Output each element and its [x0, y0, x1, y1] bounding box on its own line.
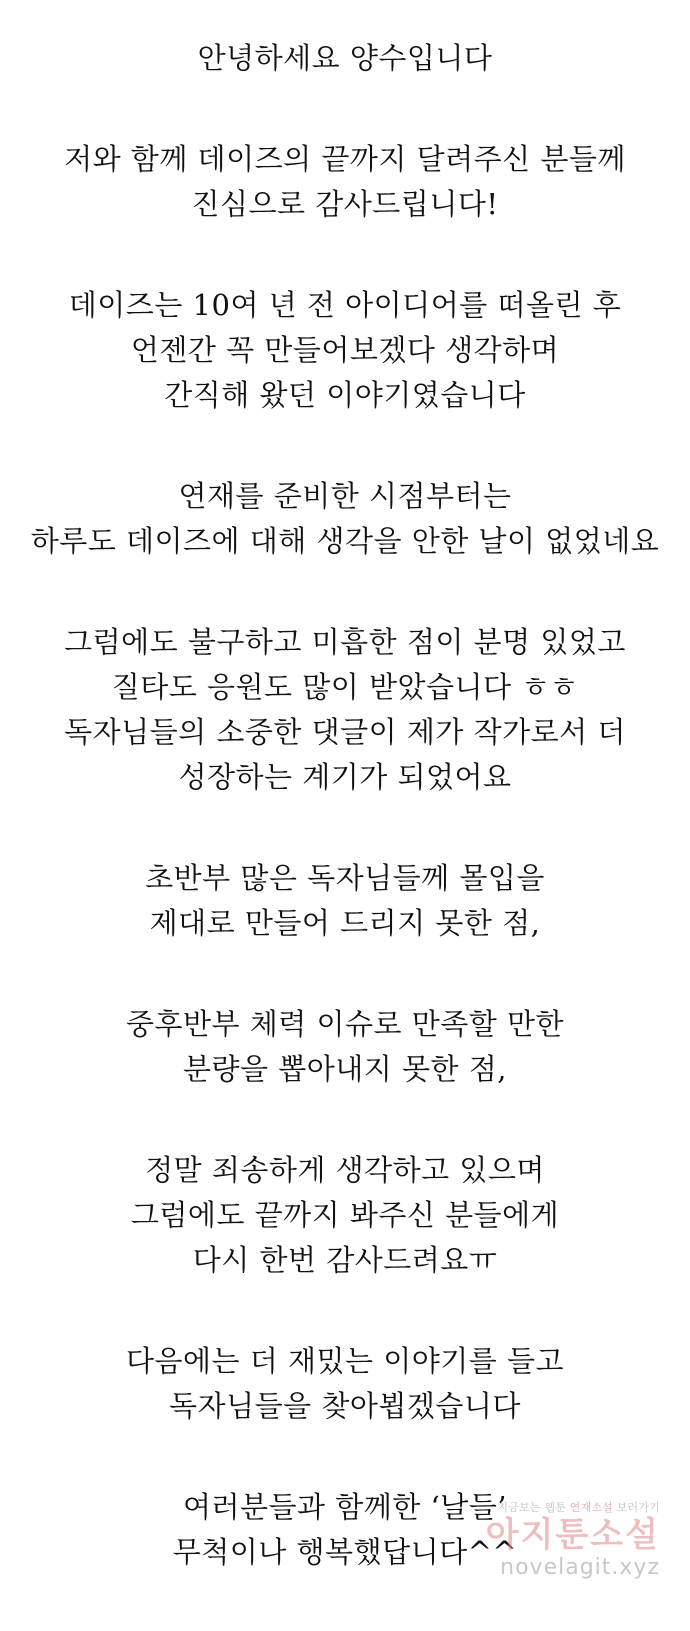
message-line: 언젠간 꼭 만들어보겠다 생각하며 [130, 333, 560, 367]
message-line: 연재를 준비한 시점부터는 [178, 479, 512, 513]
message-line: 진심으로 감사드립니다! [191, 187, 499, 221]
message-line: 중후반부 체력 이슈로 만족할 만한 [125, 1007, 565, 1041]
message-paragraph [0, 856, 690, 946]
message-line: 그럼에도 불구하고 미흡한 점이 분명 있었고 [64, 625, 626, 659]
message-paragraph [0, 620, 690, 800]
message-line: 데이즈는 10여 년 전 아이디어를 떠올린 후 [68, 288, 622, 322]
message-line: 여러분들과 함께한 ‘날들’ [182, 1490, 507, 1524]
message-line: 제대로 만들어 드리지 못한 점, [149, 906, 541, 940]
watermark-logo: 아지툰소설 [485, 1515, 660, 1555]
site-watermark [450, 1499, 660, 1580]
message-paragraph [0, 474, 690, 564]
message-line: 그럼에도 끝까지 봐주신 분들에게 [130, 1198, 560, 1232]
watermark-url: novelagit.xyz [500, 1555, 660, 1580]
message-line: 안녕하세요 양수입니다 [197, 41, 493, 75]
message-paragraph [0, 137, 690, 227]
message-line: 다시 한번 감사드려요ㅠ [192, 1243, 498, 1277]
message-line: 독자님들을 찾아뵙겠습니다 [169, 1389, 521, 1423]
message-paragraph [0, 36, 690, 81]
watermark-tagline-b: 연재소설 [569, 1501, 613, 1514]
message-line: 독자님들의 소중한 댓글이 제가 작가로서 더 [64, 715, 626, 749]
message-line: 성장하는 계기가 되었어요 [178, 760, 512, 794]
watermark-tagline-c: 보러가기 [616, 1501, 660, 1514]
message-line: 간직해 왔던 이야기였습니다 [164, 378, 526, 412]
watermark-tagline-a: 지금보는 웹툰 [497, 1501, 566, 1514]
message-line: 무척이나 행복했답니다^^ [172, 1535, 518, 1569]
message-body [0, 36, 690, 1631]
message-paragraph [0, 283, 690, 418]
message-paragraph [0, 1339, 690, 1429]
message-line: 초반부 많은 독자님들께 몰입을 [145, 861, 545, 895]
message-line: 저와 함께 데이즈의 끝까지 달려주신 분들께 [64, 142, 626, 176]
message-line: 하루도 데이즈에 대해 생각을 안한 날이 없었네요 [30, 524, 660, 558]
message-paragraph [0, 1148, 690, 1283]
message-paragraph [0, 1002, 690, 1092]
message-line: 질타도 응원도 많이 받았습니다 ㅎㅎ [111, 670, 579, 704]
message-line: 분량을 뽑아내지 못한 점, [182, 1052, 507, 1086]
message-line: 다음에는 더 재밌는 이야기를 들고 [125, 1344, 565, 1378]
watermark-tagline [450, 1499, 660, 1515]
message-line: 정말 죄송하게 생각하고 있으며 [145, 1153, 545, 1187]
